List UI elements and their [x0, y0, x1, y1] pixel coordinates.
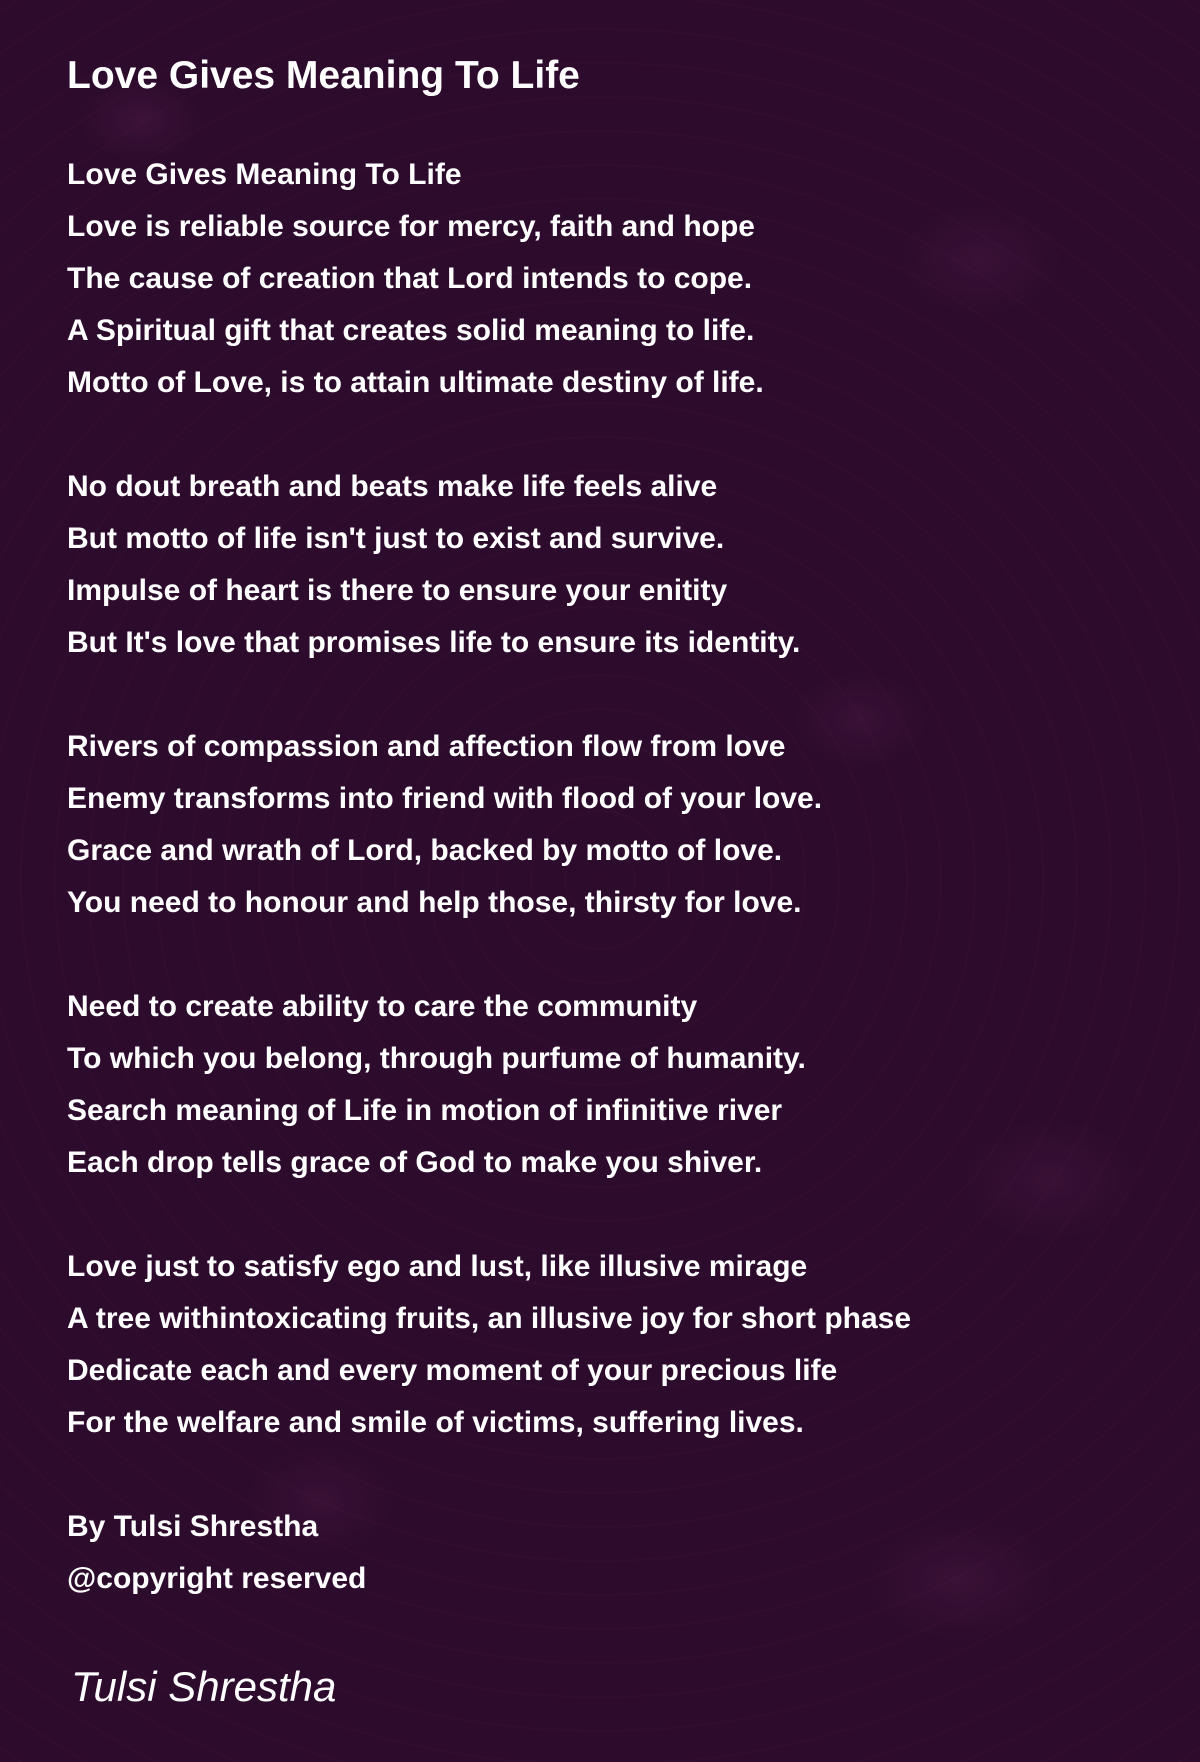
poem-line: But motto of life isn't just to exist and survive. [67, 522, 725, 555]
poem-line: Motto of Love, is to attain ultimate destiny of life. [67, 366, 764, 399]
poem-line: No dout breath and beats make life feels alive [67, 470, 718, 503]
poem-byline: By Tulsi Shrestha [67, 1510, 319, 1543]
poem-line: Each drop tells grace of God to make you shiver. [67, 1146, 763, 1179]
poem-line: Love is reliable source for mercy, faith and hope [67, 210, 755, 243]
author-signature: Tulsi Shrestha [71, 1663, 337, 1710]
poem-line: A tree withintoxicating fruits, an illusive joy for short phase [67, 1302, 912, 1335]
poem-line: Enemy transforms into friend with flood of your love. [67, 782, 823, 815]
stanza-gap [67, 1449, 1167, 1501]
poem-line: Grace and wrath of Lord, backed by motto of love. [67, 834, 783, 867]
poem-line: But It's love that promises life to ensure its identity. [67, 626, 801, 659]
stanza-gap [67, 409, 1167, 461]
poem-line: The cause of creation that Lord intends to cope. [67, 262, 753, 295]
poem-line: Dedicate each and every moment of your precious life [67, 1354, 838, 1387]
poem-line: To which you belong, through purfume of humanity. [67, 1042, 806, 1075]
poem-line: Impulse of heart is there to ensure your enitity [67, 574, 728, 607]
poem-body [67, 149, 1167, 1605]
poem-line: Need to create ability to care the community [67, 990, 698, 1023]
poem-title: Love Gives Meaning To Life [67, 54, 580, 97]
poem-copyright: @copyright reserved [67, 1562, 367, 1595]
poem-line: Rivers of compassion and affection flow from love [67, 730, 786, 763]
poem-line: For the welfare and smile of victims, suffering lives. [67, 1406, 804, 1439]
poem-line: You need to honour and help those, thirsty for love. [67, 886, 802, 919]
poem-line: Love just to satisfy ego and lust, like illusive mirage [67, 1250, 808, 1283]
stanza-gap [67, 669, 1167, 721]
poem-line: Search meaning of Life in motion of infinitive river [67, 1094, 783, 1127]
poem-heading-line: Love Gives Meaning To Life [67, 158, 462, 191]
stanza-gap [67, 1189, 1167, 1241]
stanza-gap [67, 929, 1167, 981]
poem-line: A Spiritual gift that creates solid meaning to life. [67, 314, 755, 347]
